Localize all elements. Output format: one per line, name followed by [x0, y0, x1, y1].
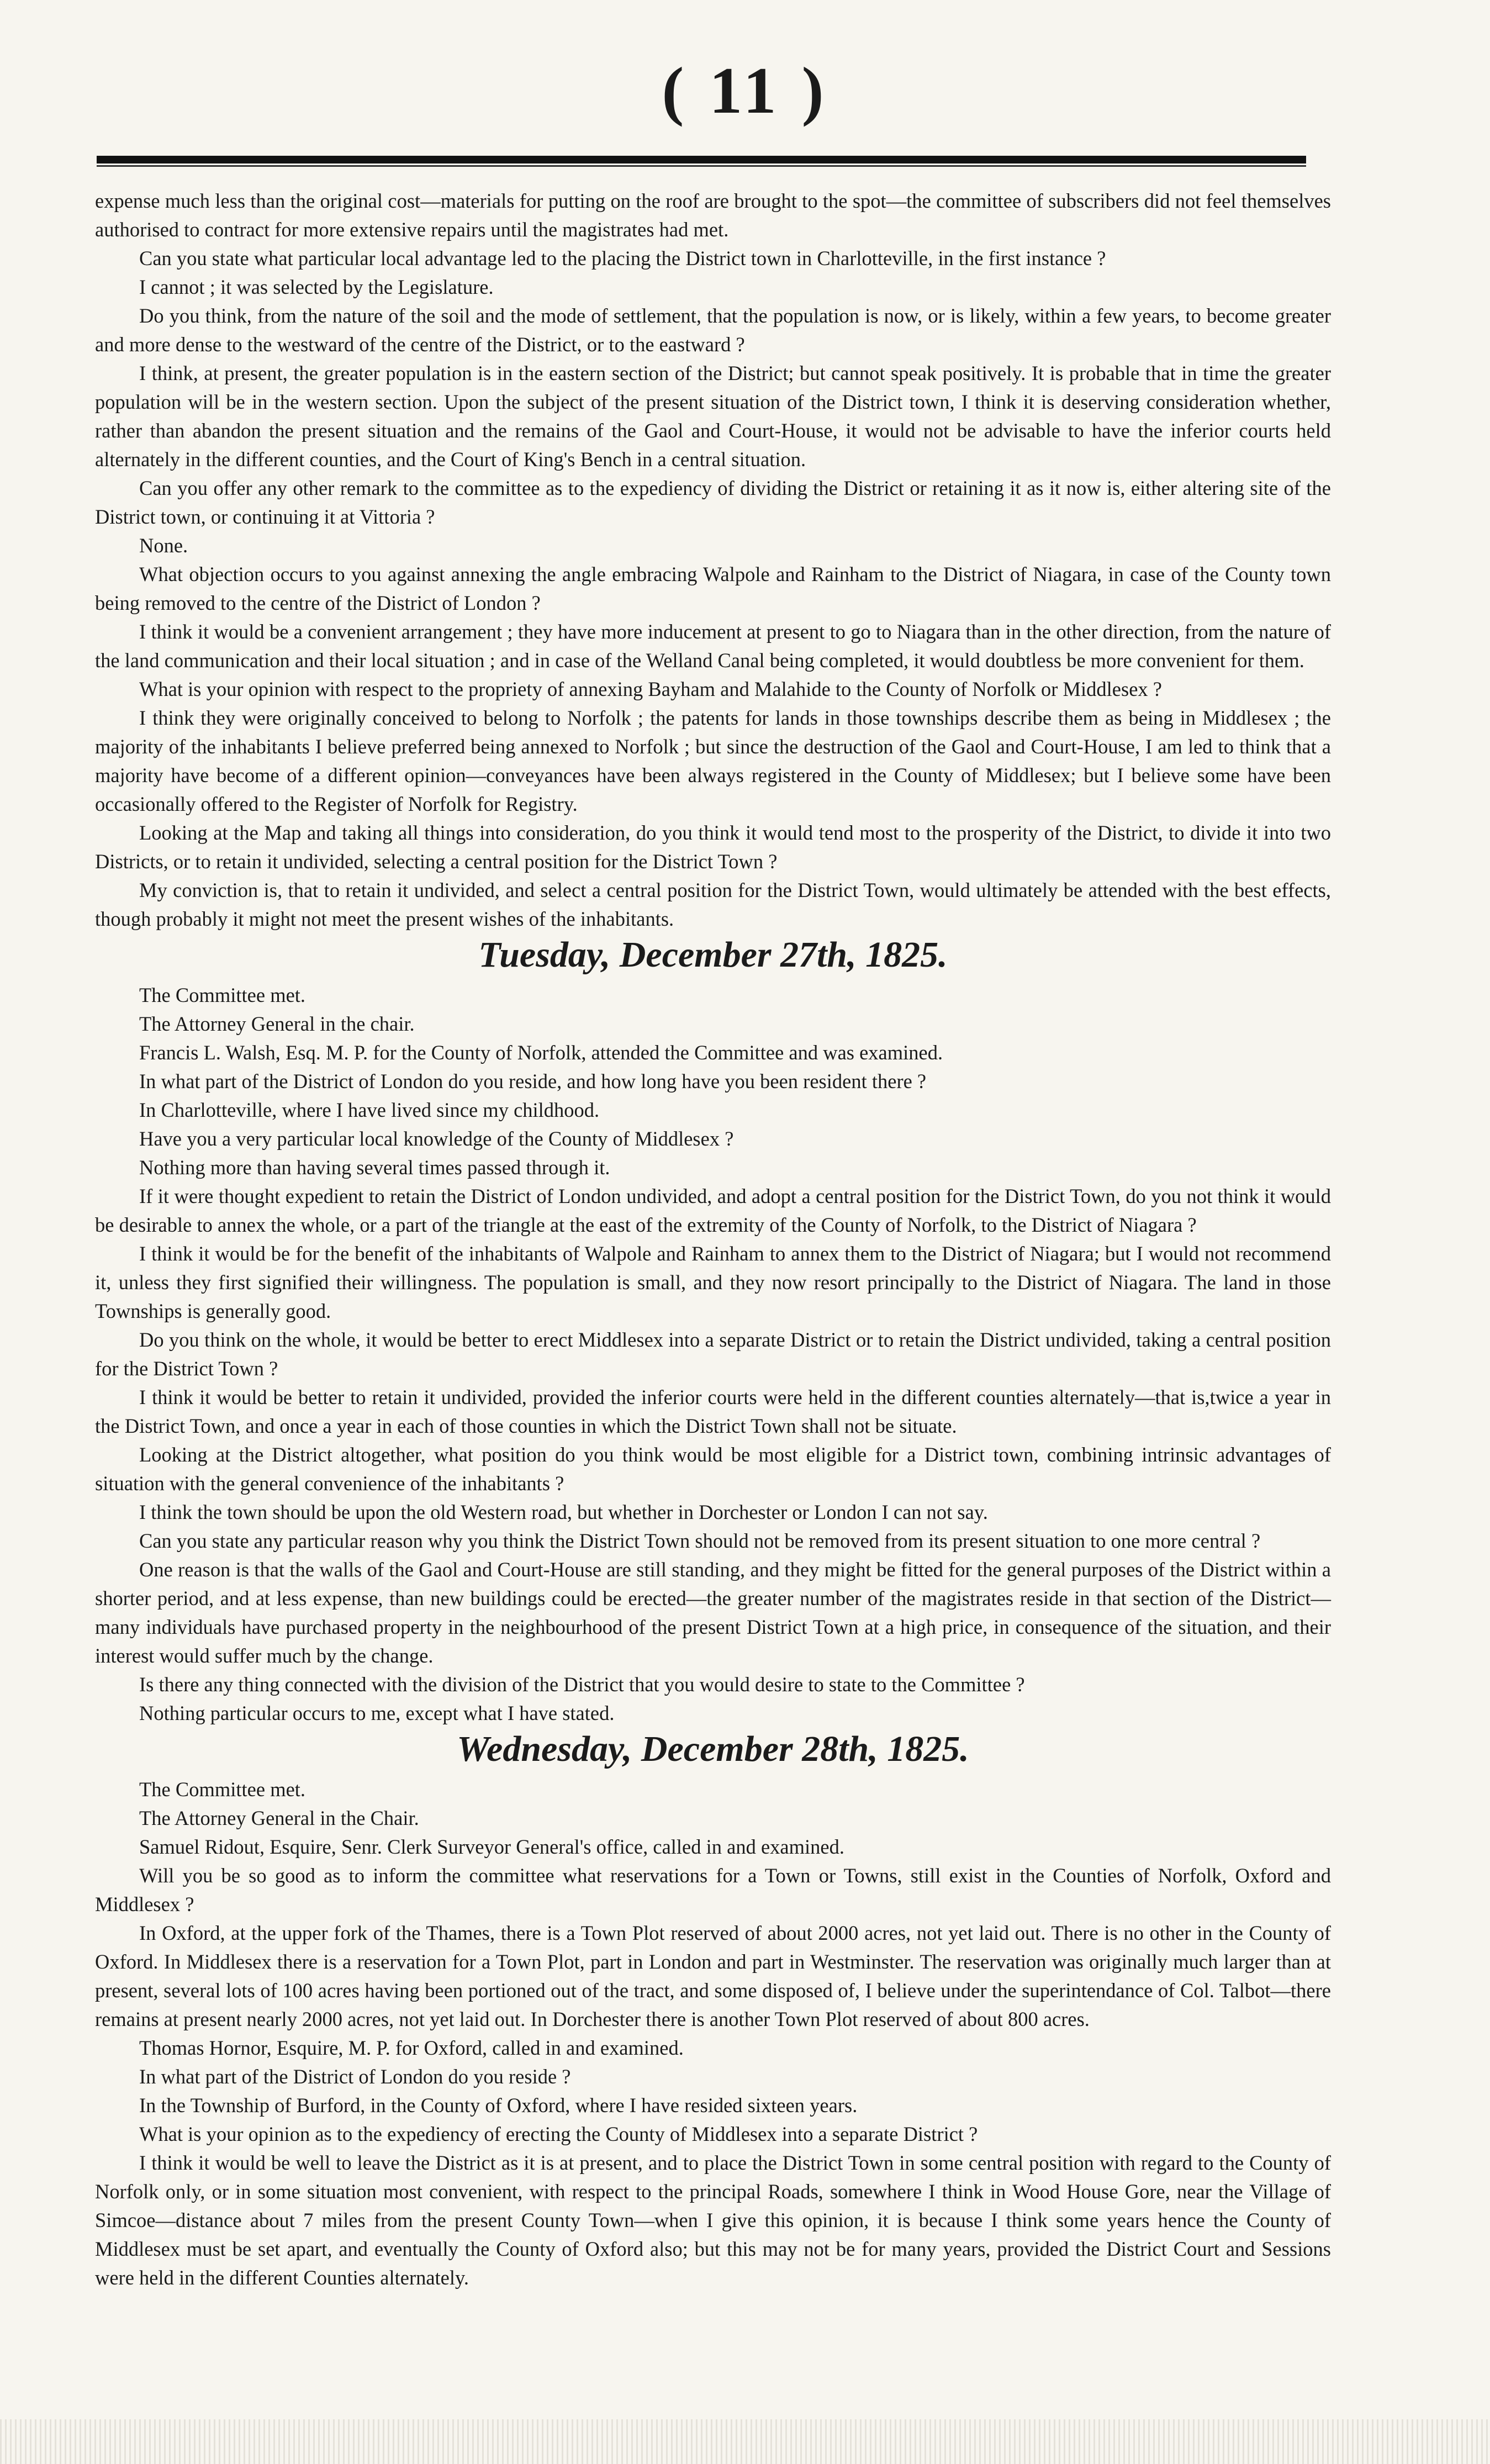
paragraph: What is your opinion as to the expediency of erecting the County of Middlesex into a separate District ?: [139, 2123, 978, 2145]
paragraph: Is there any thing connected with the division of the District that you would desire to state to the Committee ?: [139, 1673, 1025, 1696]
header-rule: [97, 156, 1306, 163]
paragraph: None.: [139, 534, 188, 557]
paragraph: Francis L. Walsh, Esq. M. P. for the County of Norfolk, attended the Committee and was examined.: [139, 1041, 943, 1064]
paragraph: Nothing more than having several times passed through it.: [139, 1156, 610, 1179]
paragraph: I think it would be well to leave the District as it is at present, and to place the District Town in some central position with regard to the County of Norfolk only, or in some situation most convenient, with respect to the principal Roads, somewhere I think in Wood House Gore, near the Village of Simcoe—distance about 7 miles from the present County Town—when I give this opinion, it is because I think some years hence the County of Middlesex must be set apart, and eventually the County of Oxford also; but this may not be for many years, provided the District Court and Sessions were held in the different Counties alternately.: [95, 2151, 1331, 2289]
paragraph: The Committee met.: [139, 984, 306, 1006]
date-heading: Wednesday, December 28th, 1825.: [457, 1729, 969, 1769]
paragraph: Can you state what particular local advantage led to the placing the District town in Charlotteville, in the first instance ?: [139, 247, 1106, 270]
paragraph: I think it would be a convenient arrangement ; they have more inducement at present to go to Niagara than in the other direction, from the nature of the land communication and their local situation ; and in case of the Welland Canal being completed, it would doubtless be more convenient for them.: [95, 620, 1331, 672]
paragraph: In what part of the District of London do you reside ?: [139, 2065, 571, 2088]
paragraph: If it were thought expedient to retain the District of London undivided, and adopt a central position for the District Town, do you not think it would be desirable to annex the whole, or a part of the triangle at the east of the extremity of the County of Norfolk, to the District of Niagara ?: [95, 1185, 1331, 1236]
paragraph: I think it would be for the benefit of the inhabitants of Walpole and Rainham to annex them to the District of Niagara; but I would not recommend it, unless they first signified their willingness. The population is small, and they now resort principally to the District of Niagara. The land in those Townships is generally good.: [95, 1242, 1331, 1322]
paragraph: In the Township of Burford, in the County of Oxford, where I have resided sixteen years.: [139, 2094, 858, 2117]
paragraph: The Attorney General in the Chair.: [139, 1807, 419, 1829]
paragraph: Looking at the District altogether, what position do you think would be most eligible for a District town, combining intrinsic advantages of situation with the general convenience of the inhabitants ?: [95, 1443, 1331, 1495]
paragraph: expense much less than the original cost—materials for putting on the roof are brought to the spot—the committee of subscribers did not feel themselves authorised to contract for more extensive repairs until the magistrates had met.: [95, 189, 1331, 241]
paragraph: My conviction is, that to retain it undivided, and select a central position for the District Town, would ultimately be attended with the best effects, though probably it might not meet the present wishes of the inhabitants.: [95, 879, 1331, 930]
document-body: [95, 187, 1331, 2292]
date-heading: Tuesday, December 27th, 1825.: [478, 935, 948, 975]
paragraph: Thomas Hornor, Esquire, M. P. for Oxford, called in and examined.: [139, 2036, 684, 2059]
paragraph: Have you a very particular local knowledge of the County of Middlesex ?: [139, 1127, 734, 1150]
paragraph: Can you offer any other remark to the committee as to the expediency of dividing the District or retaining it as it now is, either altering site of the District town, or continuing it at Vittoria ?: [95, 477, 1331, 528]
paragraph: Do you think, from the nature of the soil and the mode of settlement, that the population is now, or is likely, within a few years, to become greater and more dense to the westward of the centre of the District, or to the eastward ?: [95, 304, 1331, 356]
paragraph: Nothing particular occurs to me, except what I have stated.: [139, 1702, 615, 1724]
scan-bottom-edge: [0, 2419, 1490, 2464]
paragraph: What is your opinion with respect to the propriety of annexing Bayham and Malahide to the County of Norfolk or Middlesex ?: [139, 678, 1162, 700]
paragraph: The Committee met.: [139, 1778, 306, 1801]
paragraph: I think they were originally conceived to belong to Norfolk ; the patents for lands in those townships describe them as being in Middlesex ; the majority of the inhabitants I believe preferred being annexed to Norfolk ; but since the destruction of the Gaol and Court-House, I am led to think that a majority have become of a different opinion—conveyances have been always registered in the County of Middlesex; but I believe some have been occasionally offered to the Register of Norfolk for Registry.: [95, 706, 1331, 815]
page-number: ( 11 ): [662, 54, 828, 127]
paragraph: Samuel Ridout, Esquire, Senr. Clerk Surveyor General's office, called in and examined.: [139, 1835, 844, 1858]
paragraph: In what part of the District of London do you reside, and how long have you been resident there ?: [139, 1070, 927, 1093]
paragraph: What objection occurs to you against annexing the angle embracing Walpole and Rainham to the District of Niagara, in case of the County town being removed to the centre of the District of London ?: [95, 563, 1331, 614]
paragraph: I think it would be better to retain it undivided, provided the inferior courts were held in the different counties alternately—that is,twice a year in the District Town, and once a year in each of those counties in which the District Town shall not be situate.: [95, 1386, 1331, 1437]
paragraph: Looking at the Map and taking all things into consideration, do you think it would tend most to the prosperity of the District, to divide it into two Districts, or to retain it undivided, selecting a central position for the District Town ?: [95, 821, 1331, 873]
header-rule-thin: [97, 165, 1306, 167]
paragraph: In Charlotteville, where I have lived since my childhood.: [139, 1099, 600, 1121]
paragraph: I think the town should be upon the old Western road, but whether in Dorchester or London I can not say.: [139, 1501, 988, 1523]
paragraph: Will you be so good as to inform the committee what reservations for a Town or Towns, still exist in the Counties of Norfolk, Oxford and Middlesex ?: [95, 1864, 1331, 1916]
paragraph: Do you think on the whole, it would be better to erect Middlesex into a separate District or to retain the District undivided, taking a central position for the District Town ?: [95, 1328, 1331, 1380]
paragraph: In Oxford, at the upper fork of the Thames, there is a Town Plot reserved of about 2000 acres, not yet laid out. There is no other in the County of Oxford. In Middlesex there is a reservation for a Town Plot, part in London and part in Westminster. The reservation was originally much larger than at present, several lots of 100 acres having been portioned out of the tract, and some disposed of, I believe under the superintendance of Col. Talbot—there remains at present nearly 2000 acres, not yet laid out. In Dorchester there is another Town Plot reserved of about 800 acres.: [95, 1922, 1331, 2030]
paragraph: One reason is that the walls of the Gaol and Court-House are still standing, and they might be fitted for the general purposes of the District within a shorter period, and at less expense, than new buildings could be erected—the greater number of the magistrates reside in that section of the District—many individuals have purchased property in the neighbourhood of the present District Town at a high price, in consequence of the situation, and their interest would suffer much by the change.: [95, 1558, 1331, 1667]
paragraph: Can you state any particular reason why you think the District Town should not be removed from its present situation to one more central ?: [139, 1529, 1261, 1552]
paragraph: I cannot ; it was selected by the Legislature.: [139, 276, 494, 298]
paragraph: The Attorney General in the chair.: [139, 1012, 415, 1035]
paragraph: I think, at present, the greater population is in the eastern section of the District; but cannot speak positively. It is probable that in time the greater population will be in the western section. Upon the subject of the present situation of the District town, I think it is deserving consideration whether, rather than abandon the present situation and the remains of the Gaol and Court-House, it would not be advisable to have the inferior courts held alternately in the different counties, and the Court of King's Bench in a central situation.: [95, 362, 1331, 471]
